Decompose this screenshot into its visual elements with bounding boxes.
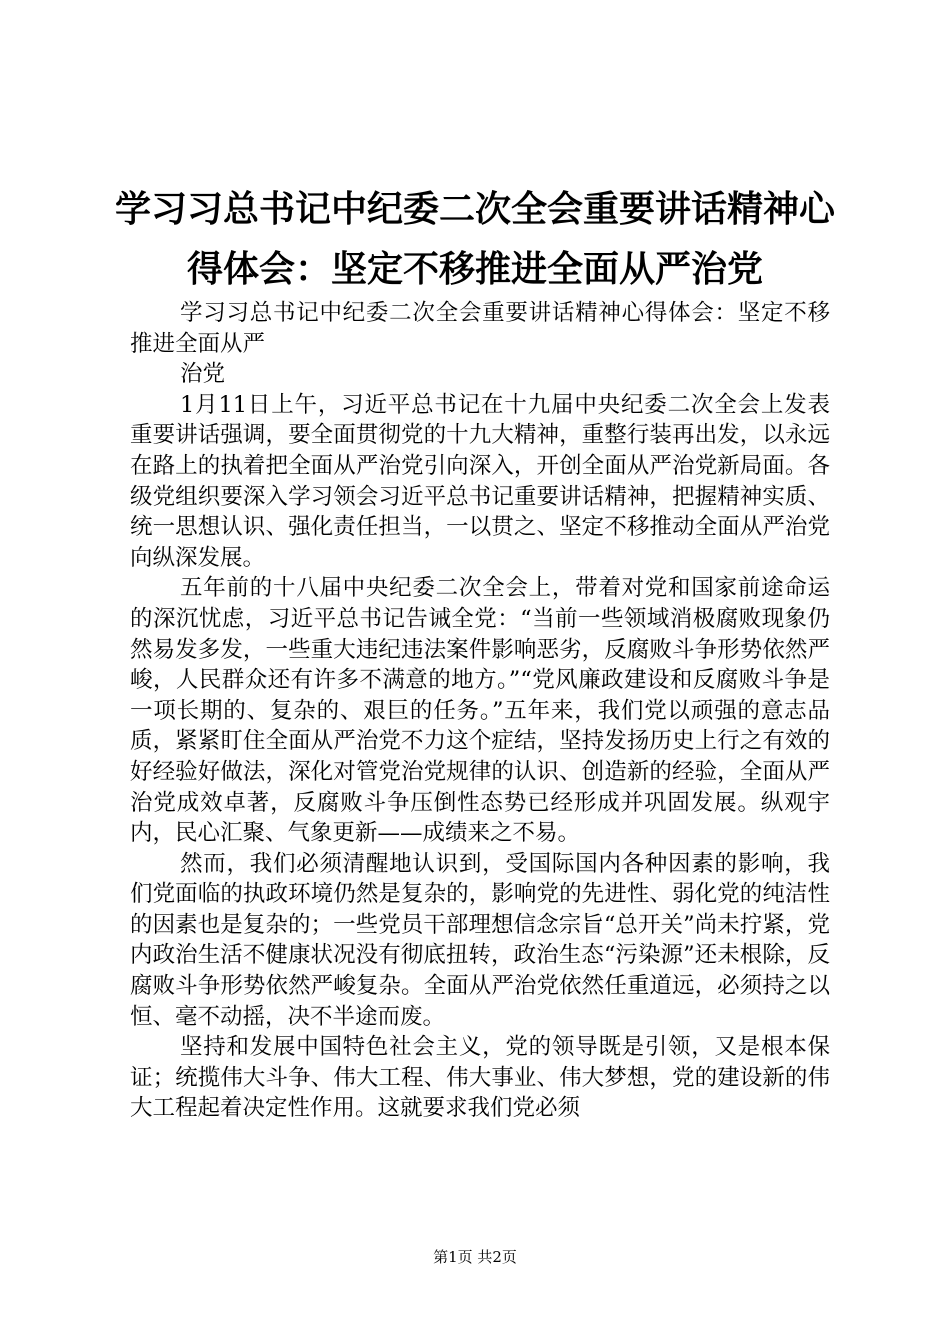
page-number-footer: 第1页 共2页 bbox=[433, 1248, 517, 1266]
subtitle-line-1: 学习习总书记中纪委二次全会重要讲话精神心得体会：坚定不移推进全面从严 bbox=[130, 300, 830, 357]
subtitle-line-2: 治党 bbox=[180, 361, 226, 388]
document-body bbox=[130, 298, 830, 1124]
document-title-line-2: 得体会：坚定不移推进全面从严治党 bbox=[186, 249, 763, 290]
paragraph-2: 五年前的十八届中央纪委二次全会上，带着对党和国家前途命运的深沉忧虑，习近平总书记告诫全党：“当前一些领域消极腐败现象仍然易发多发，一些重大违纪违法案件影响恶劣，反腐败斗争形势依然严峻，人民群众还有许多不满意的地方。”“党风廉政建设和反腐败斗争是一项长期的、复杂的、艰巨的任务。”五年来，我们党以顽强的意志品质，紧紧盯住全面从严治党不力这个症结，坚持发扬历史上行之有效的好经验好做法，深化对管党治党规律的认识、创造新的经验，全面从严治党成效卓著，反腐败斗争压倒性态势已经形成并巩固发展。纵观宇内，民心汇聚、气象更新——成绩来之不易。 bbox=[130, 575, 830, 847]
paragraph-1: 1月11日上午，习近平总书记在十九届中央纪委二次全会上发表重要讲话强调，要全面贯彻党的十九大精神，重整行装再出发，以永远在路上的执着把全面从严治党引向深入，开创全面从严治党新局面。各级党组织要深入学习领会习近平总书记重要讲话精神，把握精神实质、统一思想认识、强化责任担当，一以贯之、坚定不移推动全面从严治党向纵深发展。 bbox=[130, 391, 830, 571]
paragraph-4: 坚持和发展中国特色社会主义，党的领导既是引领，又是根本保证；统揽伟大斗争、伟大工程、伟大事业、伟大梦想，党的建设新的伟大工程起着决定性作用。这就要求我们党必须 bbox=[130, 1034, 830, 1122]
paragraph-3: 然而，我们必须清醒地认识到，受国际国内各种因素的影响，我们党面临的执政环境仍然是复杂的，影响党的先进性、弱化党的纯洁性的因素也是复杂的；一些党员干部理想信念宗旨“总开关”尚未拧紧，党内政治生活不健康状况没有彻底扭转，政治生态“污染源”还未根除，反腐败斗争形势依然严峻复杂。全面从严治党依然任重道远，必须持之以恒、毫不动摇，决不半途而废。 bbox=[130, 850, 830, 1030]
document-title-line-1: 学习习总书记中纪委二次全会重要讲话精神心 bbox=[114, 189, 835, 230]
